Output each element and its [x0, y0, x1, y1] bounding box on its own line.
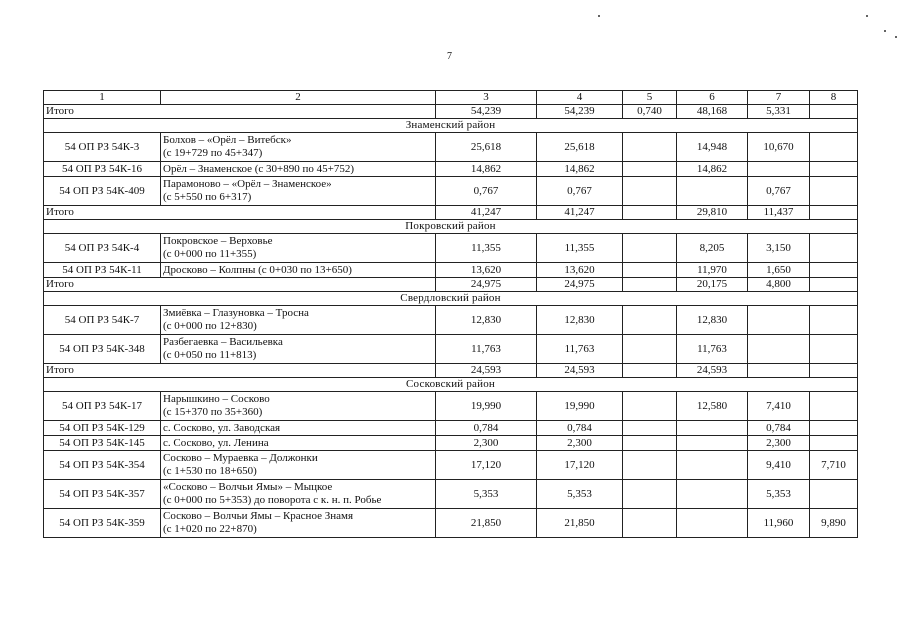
road-name-line: (с 5+550 по 6+317) [163, 191, 252, 203]
value-cell-col-8 [810, 480, 858, 509]
road-name-line: (с 0+050 по 11+813) [163, 349, 257, 361]
value-cell-col-4: 13,620 [537, 263, 623, 278]
value-cell-col-5 [623, 162, 677, 177]
road-code: 54 ОП РЗ 54К-7 [44, 306, 161, 335]
road-name [161, 392, 436, 421]
value-cell-col-5 [623, 335, 677, 364]
value-cell-col-6: 14,948 [677, 133, 748, 162]
value-cell-col-5 [623, 451, 677, 480]
value-cell-col-8 [810, 335, 858, 364]
value-cell-col-5 [623, 263, 677, 278]
road-row [44, 421, 858, 436]
district-header-row [44, 119, 858, 133]
column-number-cell: 7 [748, 91, 810, 105]
value-cell-col-4: 0,767 [537, 177, 623, 206]
value-cell-col-6: 20,175 [677, 278, 748, 292]
value-cell-col-7: 7,410 [748, 392, 810, 421]
value-cell-col-4: 24,975 [537, 278, 623, 292]
road-row [44, 133, 858, 162]
value-cell-col-3: 2,300 [436, 436, 537, 451]
value-cell-col-8 [810, 436, 858, 451]
value-cell-col-3: 0,784 [436, 421, 537, 436]
road-name-line: Парамоново – «Орёл – Знаменское» [163, 178, 332, 190]
value-cell-col-6: 11,970 [677, 263, 748, 278]
road-name [161, 335, 436, 364]
road-code: 54 ОП РЗ 54К-17 [44, 392, 161, 421]
district-name: Знаменский район [44, 119, 858, 133]
value-cell-col-4: 19,990 [537, 392, 623, 421]
total-row [44, 105, 858, 119]
road-name [161, 162, 436, 177]
value-cell-col-7: 10,670 [748, 133, 810, 162]
road-name-line: (с 0+000 по 12+830) [163, 320, 257, 332]
total-row [44, 364, 858, 378]
value-cell-col-6 [677, 421, 748, 436]
value-cell-col-5 [623, 480, 677, 509]
road-name [161, 509, 436, 538]
total-row [44, 206, 858, 220]
road-name-line: с. Сосково, ул. Заводская [163, 421, 281, 434]
value-cell-col-6 [677, 480, 748, 509]
value-cell-col-7: 5,331 [748, 105, 810, 119]
road-name-line: Сосково – Мураевка – Должонки [163, 452, 318, 464]
value-cell-col-8 [810, 206, 858, 220]
value-cell-col-4: 25,618 [537, 133, 623, 162]
value-cell-col-3: 5,353 [436, 480, 537, 509]
value-cell-col-8 [810, 392, 858, 421]
value-cell-col-8 [810, 421, 858, 436]
road-code: 54 ОП РЗ 54К-357 [44, 480, 161, 509]
value-cell-col-7: 1,650 [748, 263, 810, 278]
value-cell-col-4: 21,850 [537, 509, 623, 538]
value-cell-col-8 [810, 278, 858, 292]
road-name [161, 436, 436, 451]
road-name [161, 133, 436, 162]
road-code: 54 ОП РЗ 54К-359 [44, 509, 161, 538]
value-cell-col-7: 9,410 [748, 451, 810, 480]
road-row [44, 234, 858, 263]
value-cell-col-8: 9,890 [810, 509, 858, 538]
road-name-line: (с 15+370 по 35+360) [163, 406, 263, 418]
column-number-cell: 6 [677, 91, 748, 105]
total-label: Итого [44, 364, 436, 378]
value-cell-col-8 [810, 306, 858, 335]
road-row [44, 480, 858, 509]
value-cell-col-3: 11,355 [436, 234, 537, 263]
value-cell-col-6: 12,830 [677, 306, 748, 335]
value-cell-col-5 [623, 436, 677, 451]
column-number-cell: 8 [810, 91, 858, 105]
page-number: 7 [447, 51, 452, 62]
road-name-line: с. Сосково, ул. Ленина [163, 436, 269, 449]
value-cell-col-4: 54,239 [537, 105, 623, 119]
table-body [44, 91, 858, 538]
value-cell-col-3: 24,975 [436, 278, 537, 292]
value-cell-col-7: 5,353 [748, 480, 810, 509]
value-cell-col-3: 17,120 [436, 451, 537, 480]
road-row [44, 509, 858, 538]
value-cell-col-7: 2,300 [748, 436, 810, 451]
column-number-cell: 1 [44, 91, 161, 105]
value-cell-col-6 [677, 436, 748, 451]
road-name-line: Болхов – «Орёл – Витебск» [163, 134, 292, 146]
district-header-row [44, 378, 858, 392]
road-code: 54 ОП РЗ 54К-16 [44, 162, 161, 177]
road-row [44, 263, 858, 278]
road-code: 54 ОП РЗ 54К-145 [44, 436, 161, 451]
total-row [44, 278, 858, 292]
road-name [161, 451, 436, 480]
value-cell-col-3: 14,862 [436, 162, 537, 177]
road-name-line: Сосково – Волчьи Ямы – Красное Знамя [163, 510, 354, 522]
district-name: Покровский район [44, 220, 858, 234]
value-cell-col-5 [623, 206, 677, 220]
column-number-cell: 4 [537, 91, 623, 105]
value-cell-col-3: 13,620 [436, 263, 537, 278]
value-cell-col-6: 24,593 [677, 364, 748, 378]
road-name-line: «Сосково – Волчьи Ямы» – Мыцкое [163, 481, 333, 493]
road-name [161, 306, 436, 335]
value-cell-col-4: 2,300 [537, 436, 623, 451]
road-name-line: Покровское – Верховье [163, 235, 273, 247]
value-cell-col-5 [623, 509, 677, 538]
value-cell-col-3: 12,830 [436, 306, 537, 335]
total-label: Итого [44, 206, 436, 220]
value-cell-col-4: 12,830 [537, 306, 623, 335]
district-header-row [44, 292, 858, 306]
road-row [44, 177, 858, 206]
value-cell-col-7: 11,437 [748, 206, 810, 220]
value-cell-col-5: 0,740 [623, 105, 677, 119]
value-cell-col-4: 0,784 [537, 421, 623, 436]
road-name [161, 421, 436, 436]
scan-speck [866, 15, 868, 17]
scan-speck [895, 36, 897, 38]
value-cell-col-5 [623, 364, 677, 378]
value-cell-col-6: 11,763 [677, 335, 748, 364]
value-cell-col-7 [748, 335, 810, 364]
value-cell-col-4: 11,763 [537, 335, 623, 364]
road-code: 54 ОП РЗ 54К-129 [44, 421, 161, 436]
value-cell-col-8 [810, 263, 858, 278]
roads-table [43, 90, 858, 538]
column-number-cell: 5 [623, 91, 677, 105]
value-cell-col-7: 4,800 [748, 278, 810, 292]
value-cell-col-6: 29,810 [677, 206, 748, 220]
value-cell-col-3: 54,239 [436, 105, 537, 119]
road-row [44, 335, 858, 364]
road-name-line: Орёл – Знаменское (с 30+890 по 45+752) [163, 162, 355, 175]
value-cell-col-7: 0,767 [748, 177, 810, 206]
value-cell-col-7 [748, 306, 810, 335]
value-cell-col-5 [623, 234, 677, 263]
district-name: Свердловский район [44, 292, 858, 306]
road-name [161, 177, 436, 206]
value-cell-col-6 [677, 177, 748, 206]
value-cell-col-6 [677, 451, 748, 480]
road-name-line: Нарышкино – Сосково [163, 393, 270, 405]
value-cell-col-8 [810, 133, 858, 162]
scan-speck [884, 30, 886, 32]
value-cell-col-7: 11,960 [748, 509, 810, 538]
value-cell-col-3: 0,767 [436, 177, 537, 206]
road-code: 54 ОП РЗ 54К-348 [44, 335, 161, 364]
road-name [161, 234, 436, 263]
value-cell-col-3: 19,990 [436, 392, 537, 421]
road-code: 54 ОП РЗ 54К-409 [44, 177, 161, 206]
value-cell-col-7 [748, 364, 810, 378]
value-cell-col-6: 8,205 [677, 234, 748, 263]
value-cell-col-7 [748, 162, 810, 177]
value-cell-col-3: 21,850 [436, 509, 537, 538]
road-name-line: (с 0+000 по 11+355) [163, 248, 257, 260]
road-code: 54 ОП РЗ 54К-11 [44, 263, 161, 278]
road-name-line: (с 1+020 по 22+870) [163, 523, 257, 535]
total-label: Итого [44, 105, 436, 119]
value-cell-col-4: 5,353 [537, 480, 623, 509]
value-cell-col-4: 24,593 [537, 364, 623, 378]
road-row [44, 162, 858, 177]
value-cell-col-3: 11,763 [436, 335, 537, 364]
value-cell-col-4: 17,120 [537, 451, 623, 480]
value-cell-col-6: 12,580 [677, 392, 748, 421]
value-cell-col-8 [810, 364, 858, 378]
road-code: 54 ОП РЗ 54К-354 [44, 451, 161, 480]
value-cell-col-5 [623, 306, 677, 335]
value-cell-col-7: 0,784 [748, 421, 810, 436]
road-name [161, 480, 436, 509]
value-cell-col-6: 48,168 [677, 105, 748, 119]
district-header-row [44, 220, 858, 234]
road-name-line: Дросково – Колпны (с 0+030 по 13+650) [163, 263, 352, 276]
value-cell-col-8 [810, 105, 858, 119]
value-cell-col-5 [623, 177, 677, 206]
total-label: Итого [44, 278, 436, 292]
road-name-line: (с 0+000 по 5+353) до поворота с к. н. п. Робье [163, 494, 382, 506]
value-cell-col-3: 41,247 [436, 206, 537, 220]
value-cell-col-5 [623, 392, 677, 421]
column-number-row [44, 91, 858, 105]
value-cell-col-3: 25,618 [436, 133, 537, 162]
road-name-line: Разбегаевка – Васильевка [163, 336, 283, 348]
value-cell-col-5 [623, 278, 677, 292]
road-row [44, 436, 858, 451]
value-cell-col-4: 41,247 [537, 206, 623, 220]
column-number-cell: 3 [436, 91, 537, 105]
value-cell-col-3: 24,593 [436, 364, 537, 378]
value-cell-col-6 [677, 509, 748, 538]
value-cell-col-7: 3,150 [748, 234, 810, 263]
road-name [161, 263, 436, 278]
value-cell-col-4: 14,862 [537, 162, 623, 177]
road-row [44, 306, 858, 335]
value-cell-col-8: 7,710 [810, 451, 858, 480]
road-code: 54 ОП РЗ 54К-3 [44, 133, 161, 162]
road-name-line: (с 1+530 по 18+650) [163, 465, 257, 477]
value-cell-col-8 [810, 162, 858, 177]
scan-speck [598, 15, 600, 17]
value-cell-col-4: 11,355 [537, 234, 623, 263]
road-row [44, 392, 858, 421]
value-cell-col-8 [810, 177, 858, 206]
value-cell-col-6: 14,862 [677, 162, 748, 177]
road-code: 54 ОП РЗ 54К-4 [44, 234, 161, 263]
district-name: Сосковский район [44, 378, 858, 392]
road-name-line: Змиёвка – Глазуновка – Тросна [163, 307, 309, 319]
road-row [44, 451, 858, 480]
value-cell-col-5 [623, 421, 677, 436]
column-number-cell: 2 [161, 91, 436, 105]
value-cell-col-8 [810, 234, 858, 263]
value-cell-col-5 [623, 133, 677, 162]
road-name-line: (с 19+729 по 45+347) [163, 147, 263, 159]
